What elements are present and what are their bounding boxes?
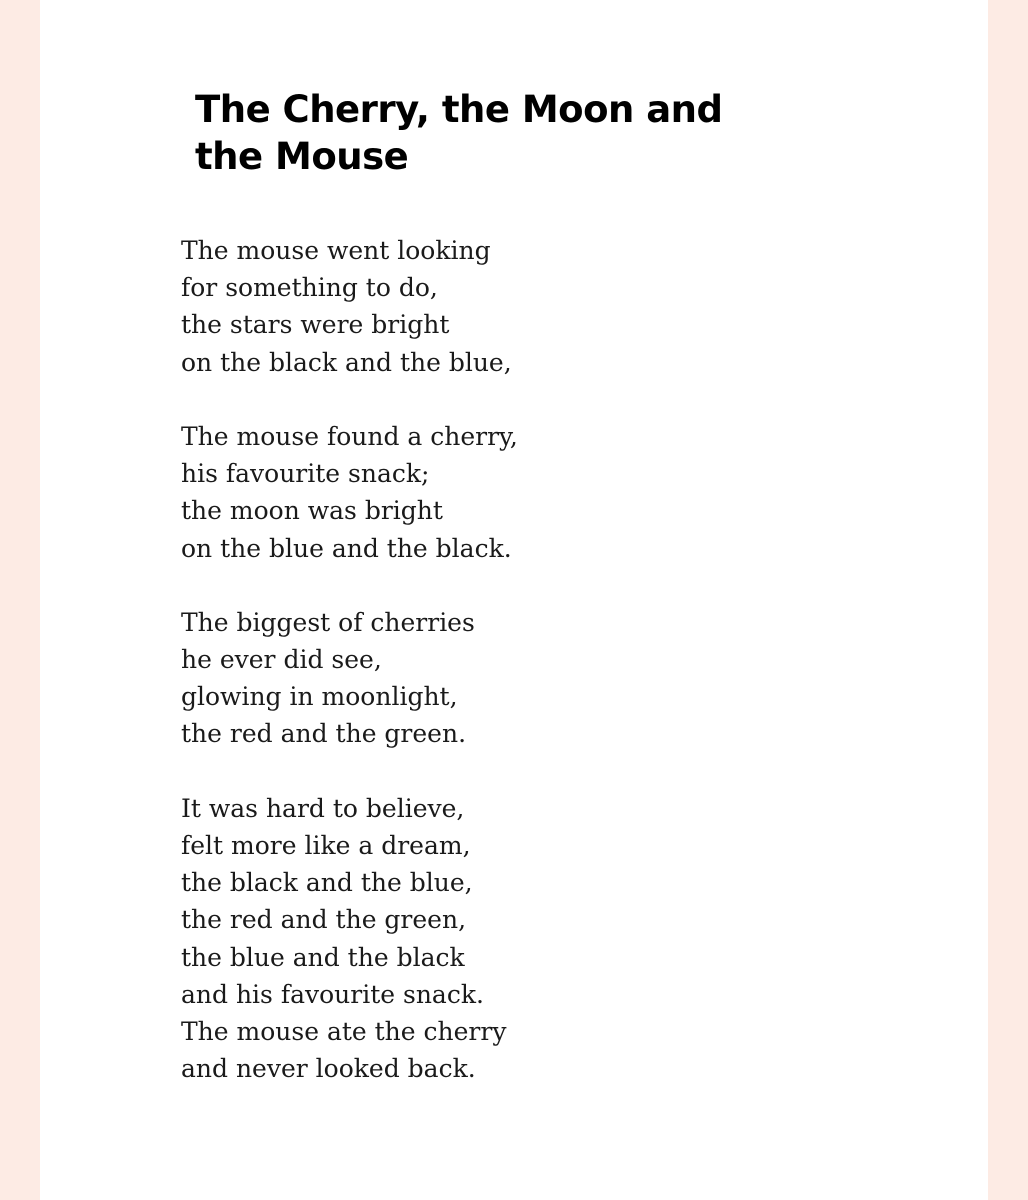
- poem-title-line: The Cherry, the Moon and: [195, 88, 723, 131]
- poem-line: the red and the green,: [181, 905, 467, 935]
- document-page: [40, 0, 988, 1200]
- poem-line: The mouse went looking: [181, 236, 491, 265]
- poem-line: The mouse ate the cherry: [181, 1016, 507, 1046]
- poem-line: the red and the green.: [181, 719, 467, 749]
- poem-line: glowing in moonlight,: [181, 682, 458, 712]
- stanza-1: [181, 232, 781, 381]
- stanza-2: [181, 418, 781, 567]
- poem-line: the moon was bright: [181, 496, 443, 526]
- poem-line: The mouse found a cherry,: [181, 421, 518, 451]
- poem-body: [181, 232, 781, 1125]
- poem-line: for something to do,: [181, 273, 438, 303]
- poem-line: his favourite snack;: [181, 459, 430, 489]
- poem-line: the stars were bright: [181, 310, 450, 340]
- poem-line: on the black and the blue,: [181, 347, 512, 377]
- poem-line: the blue and the black: [181, 942, 465, 972]
- poem-line: It was hard to believe,: [181, 793, 465, 823]
- poem-line: The biggest of cherries: [181, 607, 475, 637]
- stanza-4: [181, 790, 781, 1088]
- poem-title-line: the Mouse: [195, 135, 409, 178]
- poem-line: and his favourite snack.: [181, 979, 484, 1009]
- poem-line: and never looked back.: [181, 1054, 476, 1084]
- stanza-3: [181, 604, 781, 753]
- poem-title: [195, 86, 795, 180]
- poem-line: on the blue and the black.: [181, 533, 512, 563]
- poem-line: the black and the blue,: [181, 868, 473, 898]
- poem-line: he ever did see,: [181, 645, 382, 675]
- poem-line: felt more like a dream,: [181, 831, 471, 860]
